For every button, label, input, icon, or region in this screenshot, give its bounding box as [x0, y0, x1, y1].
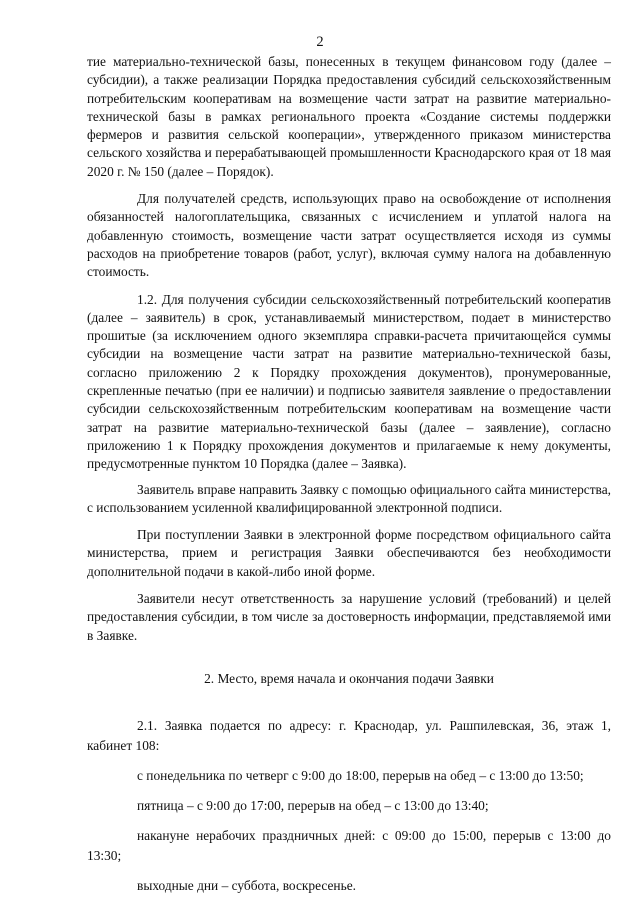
document-body — [87, 53, 611, 896]
paragraph-continuation: тие материально-технической базы, понесенных в текущем финансовом году (далее – субсидии), а также реализации Порядка предоставления субсидий сельскохозяйственным потребительским кооперативам на возмещение части затрат на развитие материально-технической базы в рамках регионального проекта «Создание системы поддержки фермеров и развития сельской кооперации», утвержденного приказом министерства сельского хозяйства и перерабатывающей промышленности Краснодарского края от 18 мая 2020 г. № 150 (далее – Порядок). — [87, 54, 611, 179]
schedule-friday: пятница – с 9:00 до 17:00, перерыв на обед – с 13:00 до 13:40; — [137, 798, 489, 814]
paragraph-electronic-registration: При поступлении Заявки в электронной форме посредством официального сайта министерства, прием и регистрация Заявки обеспечиваются без необходимости дополнительной подачи в какой-либо иной форме. — [87, 527, 611, 579]
section-2-heading: 2. Место, время начала и окончания подачи Заявки — [204, 670, 494, 686]
paragraph-electronic-submission: Заявитель вправе направить Заявку с помощью официального сайта министерства, с использованием усиленной квалифицированной электронной подписи. — [87, 481, 611, 515]
page-number: 2 — [316, 34, 324, 50]
paragraph-1-2: 1.2. Для получения субсидии сельскохозяйственный потребительский кооператив (далее – заявитель) в срок, устанавливаемый министерством, подает в министерство прошитые (за исключением одного экземпляра справки-расчета причитающейся суммы субсидии на возмещение части затрат на развитие материально-технической базы, согласно приложению 2 к Порядку прохождения документов), пронумерованные, скрепленные печатью (при ее наличии) и подписью заявителя заявление о предоставлении субсидии сельскохозяйственным потребительским кооперативам на возмещение части затрат на развитие материально-технической базы (далее – заявление), согласно приложению 1 к Порядку прохождения документов и прилагаемые к нему документы, предусмотренные пунктом 10 Порядка (далее – Заявка). — [87, 291, 611, 472]
paragraph-vat-exemption: Для получателей средств, использующих право на освобождение от исполнения обязанностей налогоплательщика, связанных с исчислением и уплатой налога на добавленную стоимость, возмещение части затрат осуществляется исходя из суммы расходов на приобретение товаров (работ, услуг), включая сумму налога на добавленную стоимость. — [87, 191, 611, 280]
schedule-pre-holiday: накануне нерабочих праздничных дней: с 09:00 до 15:00, перерыв с 13:00 до 13:30; — [87, 828, 611, 864]
schedule-weekend: выходные дни – суббота, воскресенье. — [137, 878, 356, 894]
paragraph-2-1-address: 2.1. Заявка подается по адресу: г. Краснодар, ул. Рашпилевская, 36, этаж 1, кабинет 108: — [87, 718, 611, 754]
schedule-mon-thu: с понедельника по четверг с 9:00 до 18:00, перерыв на обед – с 13:00 до 13:50; — [137, 768, 584, 784]
paragraph-responsibility: Заявители несут ответственность за нарушение условий (требований) и целей предоставления субсидии, в том числе за достоверность информации, представляемой ими в Заявке. — [87, 591, 611, 643]
